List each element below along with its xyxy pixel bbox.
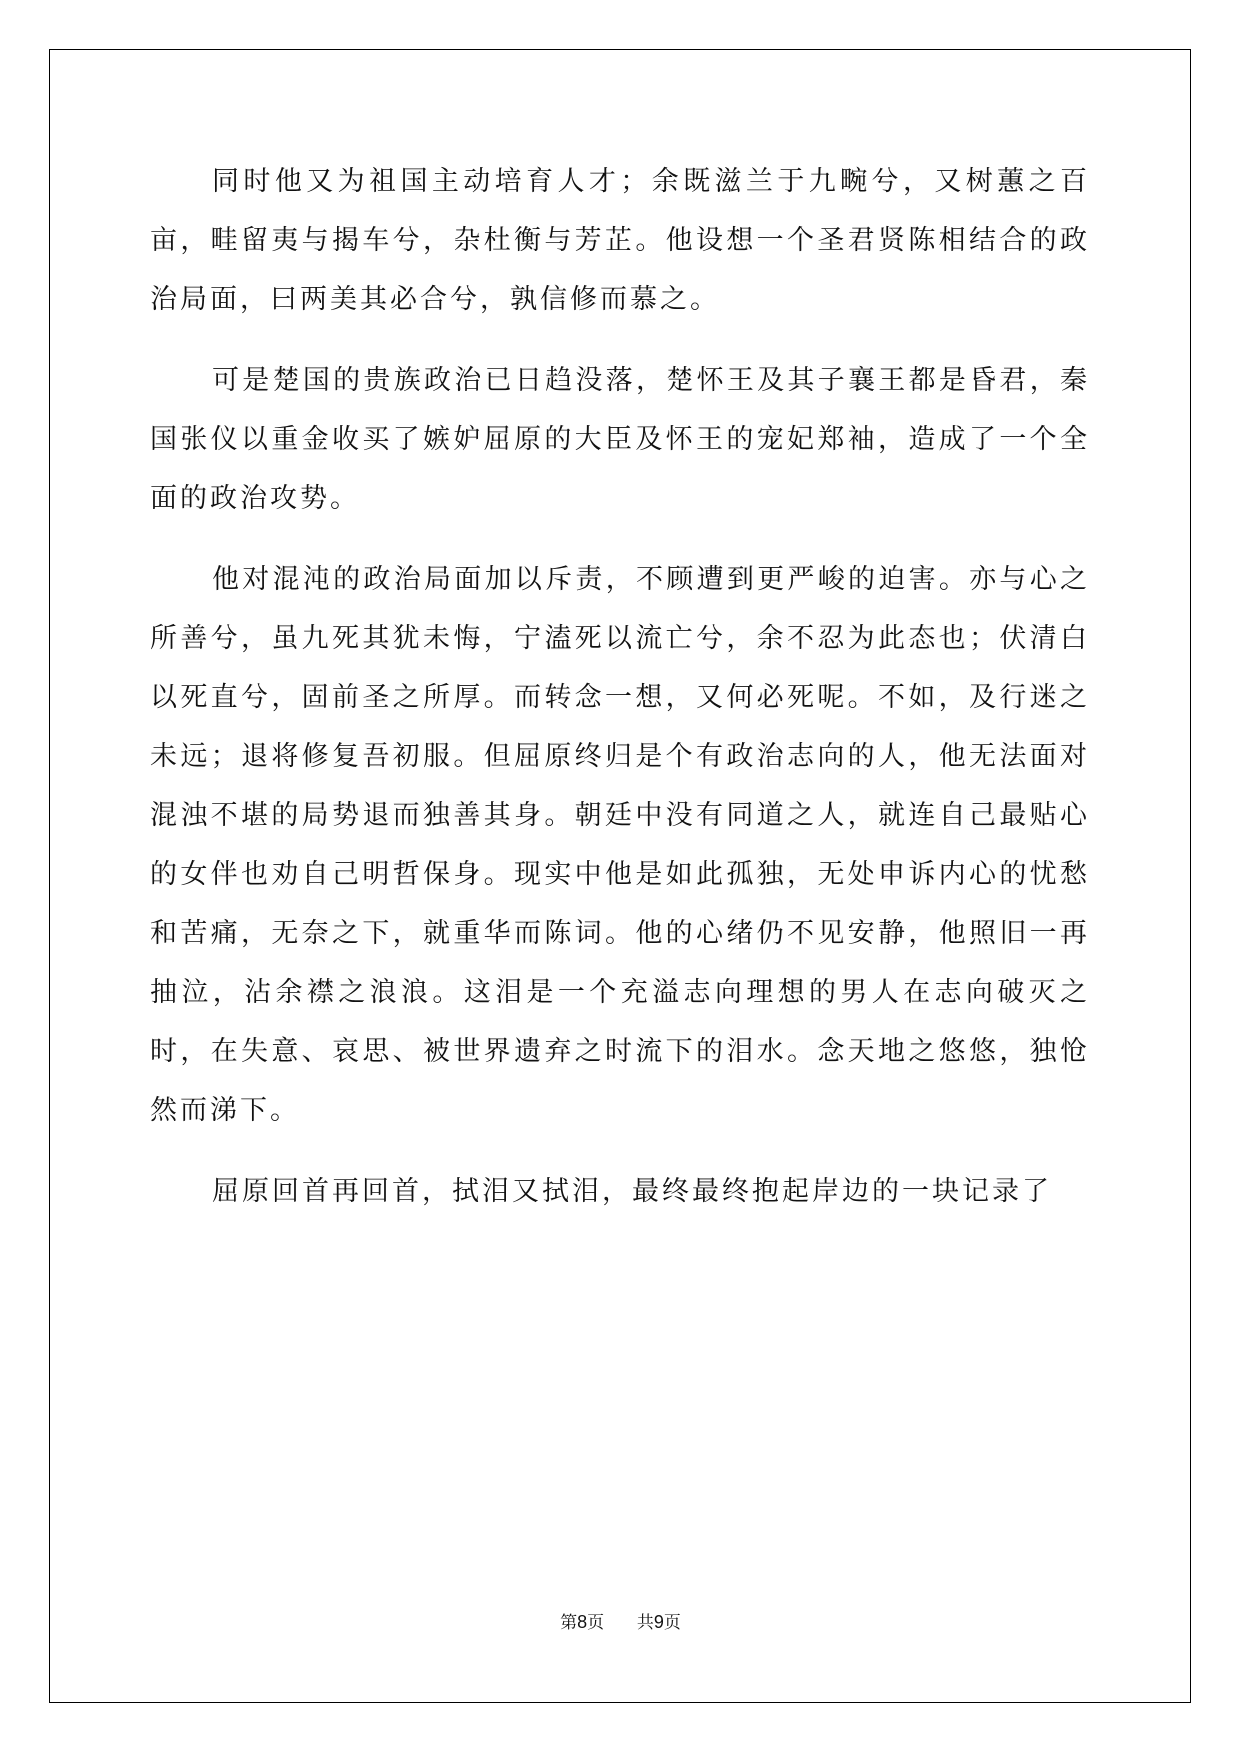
paragraph-3: 他对混沌的政治局面加以斥责，不顾遭到更严峻的迫害。亦与心之所善兮，虽九死其犹未悔，宁溘死以流亡兮，余不忍为此态也；伏清白以死直兮，固前圣之所厚。而转念一想，又何必死呢。不如，及行迷之未远；退将修复吾初服。但屈原终归是个有政治志向的人，他无法面对混浊不堪的局势退而独善其身。朝廷中没有同道之人，就连自己最贴心的女伴也劝自己明哲保身。现实中他是如此孤独，无处申诉内心的忧愁和苦痛，无奈之下，就重华而陈词。他的心绪仍不见安静，他照旧一再抽泣，沾余襟之浪浪。这泪是一个充溢志向理想的男人在志向破灭之时，在失意、哀思、被世界遗弃之时流下的泪水。念天地之悠悠，独怆然而涕下。 (150, 564, 1090, 1126)
total-pages: 9 (653, 1612, 664, 1632)
paragraph-4: 屈原回首再回首，拭泪又拭泪，最终最终抱起岸边的一块记录了 (212, 1176, 1052, 1207)
page-total (637, 1613, 681, 1633)
current-page: 8 (577, 1612, 588, 1632)
document-body (150, 152, 1090, 1243)
total-suffix: 页 (663, 1613, 681, 1633)
paragraph-2: 可是楚国的贵族政治已日趋没落，楚怀王及其子襄王都是昏君，秦国张仪以重金收买了嫉妒屈原的大臣及怀王的宠妃郑袖，造成了一个全面的政治攻势。 (150, 365, 1090, 514)
total-prefix: 共 (636, 1613, 654, 1633)
page-number (560, 1613, 609, 1633)
page-suffix: 页 (587, 1613, 605, 1633)
page-prefix: 第 (560, 1613, 578, 1633)
page-footer (0, 1608, 1241, 1633)
paragraph-1: 同时他又为祖国主动培育人才；余既滋兰于九畹兮，又树蕙之百亩，畦留夷与揭车兮，杂杜衡与芳芷。他设想一个圣君贤陈相结合的政治局面，曰两美其必合兮，孰信修而慕之。 (150, 166, 1090, 315)
